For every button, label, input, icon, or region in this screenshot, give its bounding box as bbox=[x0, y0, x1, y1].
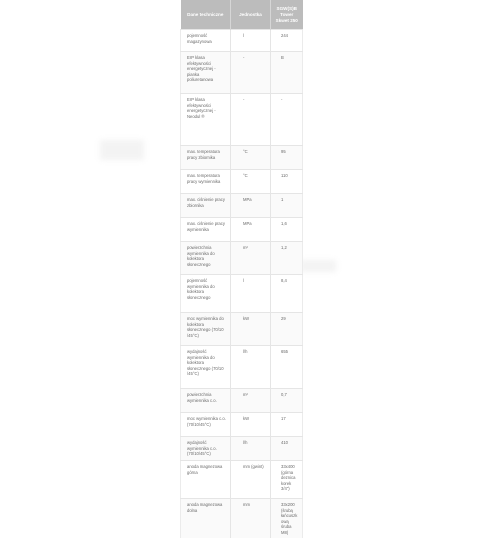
table-header-row bbox=[181, 0, 303, 30]
param-cell: pojemność magazynowa bbox=[181, 30, 231, 52]
table-row bbox=[181, 413, 303, 437]
param-cell: max. temperatura pracy wymiennika bbox=[181, 170, 231, 194]
value-cell: 1,6 bbox=[271, 218, 303, 242]
table-row bbox=[181, 218, 303, 242]
value-cell: 1,2 bbox=[271, 242, 303, 275]
param-cell: wydajność wymiennika do kolektora słonecznego (70/10 /45°C) bbox=[181, 346, 231, 389]
unit-cell: MPa bbox=[231, 194, 271, 218]
unit-cell: mm bbox=[231, 499, 271, 538]
param-cell: ErP klasa efektywności energetycznej - Neodul ® bbox=[181, 94, 231, 146]
value-cell: 8,4 bbox=[271, 275, 303, 313]
unit-cell: kW bbox=[231, 313, 271, 346]
background-blur-left bbox=[100, 140, 144, 160]
value-cell: 33x400 (górna deznica korek 3/4") bbox=[271, 461, 303, 499]
value-cell: 33x200 (śrubą łańcuszkową śruba M8) bbox=[271, 499, 303, 538]
unit-cell: m² bbox=[231, 242, 271, 275]
value-cell: 95 bbox=[271, 146, 303, 170]
unit-cell: MPa bbox=[231, 218, 271, 242]
value-cell: 17 bbox=[271, 413, 303, 437]
table-row bbox=[181, 146, 303, 170]
table-row bbox=[181, 194, 303, 218]
table-row bbox=[181, 461, 303, 499]
table-row bbox=[181, 30, 303, 52]
header-unit: Jednostka bbox=[231, 0, 271, 30]
unit-cell: °C bbox=[231, 146, 271, 170]
param-cell: anoda magnezowa górna bbox=[181, 461, 231, 499]
table-row bbox=[181, 437, 303, 461]
param-cell: powierzchnia wymiennika c.o. bbox=[181, 389, 231, 413]
table-row bbox=[181, 275, 303, 313]
param-cell: max. temperatura pracy zbiornika bbox=[181, 146, 231, 170]
header-model: SGW(S)B Tower Skwet 250 bbox=[271, 0, 303, 30]
unit-cell: m² bbox=[231, 389, 271, 413]
value-cell: 244 bbox=[271, 30, 303, 52]
unit-cell: l bbox=[231, 30, 271, 52]
param-cell: moc wymiennika do kolektora słonecznego (70/10 /45°C) bbox=[181, 313, 231, 346]
table-row bbox=[181, 346, 303, 389]
unit-cell: kW bbox=[231, 413, 271, 437]
unit-cell: mm (gwint) bbox=[231, 461, 271, 499]
unit-cell: l/h bbox=[231, 346, 271, 389]
param-cell: pojemność wymiennika do kolektora słonecznego bbox=[181, 275, 231, 313]
value-cell: - bbox=[271, 94, 303, 146]
unit-cell: °C bbox=[231, 170, 271, 194]
table-row bbox=[181, 313, 303, 346]
technical-data-table bbox=[180, 0, 303, 538]
background-blur-right bbox=[300, 260, 336, 272]
value-cell: 29 bbox=[271, 313, 303, 346]
value-cell: 0,7 bbox=[271, 389, 303, 413]
param-cell: ErP klasa efektywności energetycznej - pianka poliuretanowa bbox=[181, 52, 231, 94]
value-cell: B bbox=[271, 52, 303, 94]
value-cell: 110 bbox=[271, 170, 303, 194]
param-cell: anoda magnezowa dolna bbox=[181, 499, 231, 538]
unit-cell: l/h bbox=[231, 437, 271, 461]
param-cell: moc wymiennika c.o. (70/10/45°C) bbox=[181, 413, 231, 437]
table-body bbox=[181, 30, 303, 538]
unit-cell: l bbox=[231, 275, 271, 313]
table-row bbox=[181, 170, 303, 194]
param-cell: max. ciśnienie pracy wymiennika bbox=[181, 218, 231, 242]
param-cell: max. ciśnienie pracy zbiornika bbox=[181, 194, 231, 218]
unit-cell: - bbox=[231, 52, 271, 94]
table-row bbox=[181, 389, 303, 413]
param-cell: powierzchnia wymiennika do kolektora słonecznego bbox=[181, 242, 231, 275]
value-cell: 410 bbox=[271, 437, 303, 461]
table-row bbox=[181, 94, 303, 146]
spec-table-container bbox=[180, 0, 302, 535]
table-row bbox=[181, 242, 303, 275]
unit-cell: - bbox=[231, 94, 271, 146]
header-technical-data: Dane techniczne bbox=[181, 0, 231, 30]
table-row bbox=[181, 499, 303, 538]
param-cell: wydajność wymiennika c.o. (70/10/45°C) bbox=[181, 437, 231, 461]
value-cell: 655 bbox=[271, 346, 303, 389]
value-cell: 1 bbox=[271, 194, 303, 218]
table-row bbox=[181, 52, 303, 94]
